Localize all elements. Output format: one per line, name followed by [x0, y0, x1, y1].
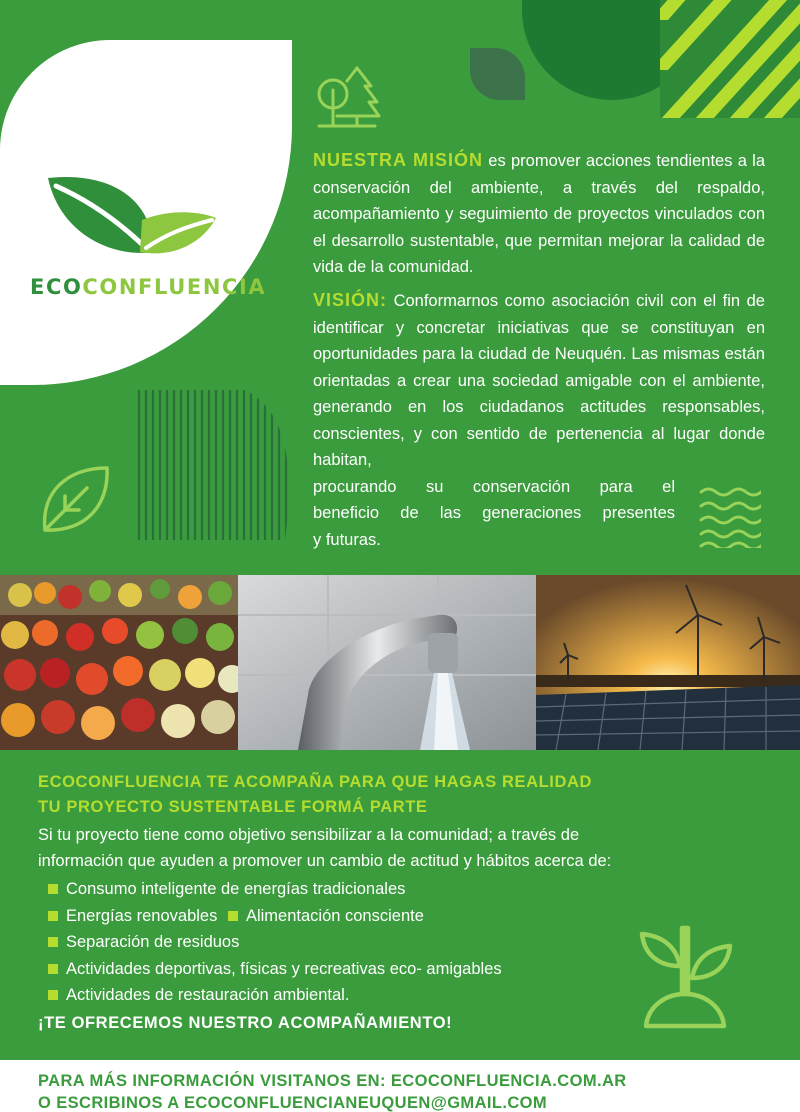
photo-vegetables [0, 575, 238, 750]
brand-confluencia: CONFLUENCIA [82, 275, 267, 299]
photo-water-faucet [238, 575, 536, 750]
contact-info [38, 1070, 778, 1112]
offer-text: ¡TE OFRECEMOS NUESTRO ACOMPAÑAMIENTO! [38, 1014, 453, 1032]
list-item [48, 929, 648, 956]
list-item [48, 903, 648, 930]
logo-card [0, 40, 292, 385]
bullet-square-icon [48, 990, 58, 1000]
brand-name [30, 275, 266, 299]
vision-heading: VISIÓN: [313, 290, 388, 310]
list-item [48, 982, 648, 1009]
photo-strip [0, 575, 800, 750]
decorative-vertical-lines [135, 390, 295, 540]
mission-paragraph [313, 147, 765, 281]
contact-line-2: O ESCRIBINOS A ECOCONFLUENCIANEUQUEN@GMAIL.COM [38, 1094, 548, 1112]
bullet-square-icon [48, 964, 58, 974]
bottom-section [0, 750, 800, 1060]
vision-paragraph [313, 287, 765, 553]
headline-line-2: TU PROYECTO SUSTENTABLE FORMÁ PARTE [38, 798, 428, 816]
decorative-leaf-shape [470, 48, 525, 100]
vision-text: Conformarnos como asociación civil con el fin de identificar y concretar iniciativas que se constituyan en oportunidades para la ciudad de Neuquén. Las mismas están orientadas a crear una sociedad amigable con el ambiente, generando en los ciudadanos actitudes responsables, conscientes, y con sentido de pertenencia al lugar donde habitan, [313, 292, 765, 469]
intro-line-2: información que ayuden a promover un cambio de actitud y hábitos acerca de: [38, 852, 612, 870]
list-item-label: Actividades de restauración ambiental. [66, 986, 350, 1004]
bullet-square-icon [48, 937, 58, 947]
logo-leaves-icon [42, 172, 220, 262]
list-item-label: Consumo inteligente de energías tradicionales [66, 880, 406, 898]
vision-line-b: beneficio de las generaciones presentes [313, 504, 675, 522]
vision-line-a: procurando su conservación para el [313, 477, 675, 496]
headline [38, 770, 758, 820]
list-item-label: Actividades deportivas, físicas y recreativas eco- amigables [66, 959, 502, 978]
list-item [48, 956, 648, 983]
intro-text [38, 822, 758, 874]
list-item [48, 876, 648, 903]
leaf-icon [37, 462, 113, 538]
contact-line-1: PARA MÁS INFORMACIÓN VISITANOS EN: ECOCONFLUENCIA.COM.AR [38, 1072, 627, 1090]
wave-icon [699, 486, 761, 548]
intro-line-1: Si tu proyecto tiene como objetivo sensibilizar a la comunidad; a través de [38, 826, 580, 844]
plant-icon [636, 922, 736, 1032]
list-item-label: Separación de residuos [66, 933, 240, 951]
topics-list [48, 876, 648, 1009]
bullet-square-icon [228, 911, 238, 921]
mission-heading: NUESTRA MISIÓN [313, 150, 484, 170]
decorative-stripes [660, 0, 800, 118]
tree-icon [313, 64, 381, 130]
brand-eco: ECO [30, 275, 83, 299]
headline-line-1: ECOCONFLUENCIA TE ACOMPAÑA PARA QUE HAGAS REALIDAD [38, 773, 593, 791]
vision-line-c: y futuras. [313, 530, 381, 549]
bullet-square-icon [48, 884, 58, 894]
list-item-label: Energías renovables [66, 906, 218, 925]
photo-wind-solar [536, 575, 800, 750]
list-item-label: Alimentación consciente [245, 906, 424, 925]
mission-text: es promover acciones tendientes a la conservación del ambiente, a través del respaldo, acompañamiento y seguimiento de proyectos vinculados con el desarrollo sustentable, que permitan mejorar la calidad de vida de la comunidad. [313, 152, 766, 276]
bullet-square-icon [48, 911, 58, 921]
footer [0, 1060, 800, 1112]
